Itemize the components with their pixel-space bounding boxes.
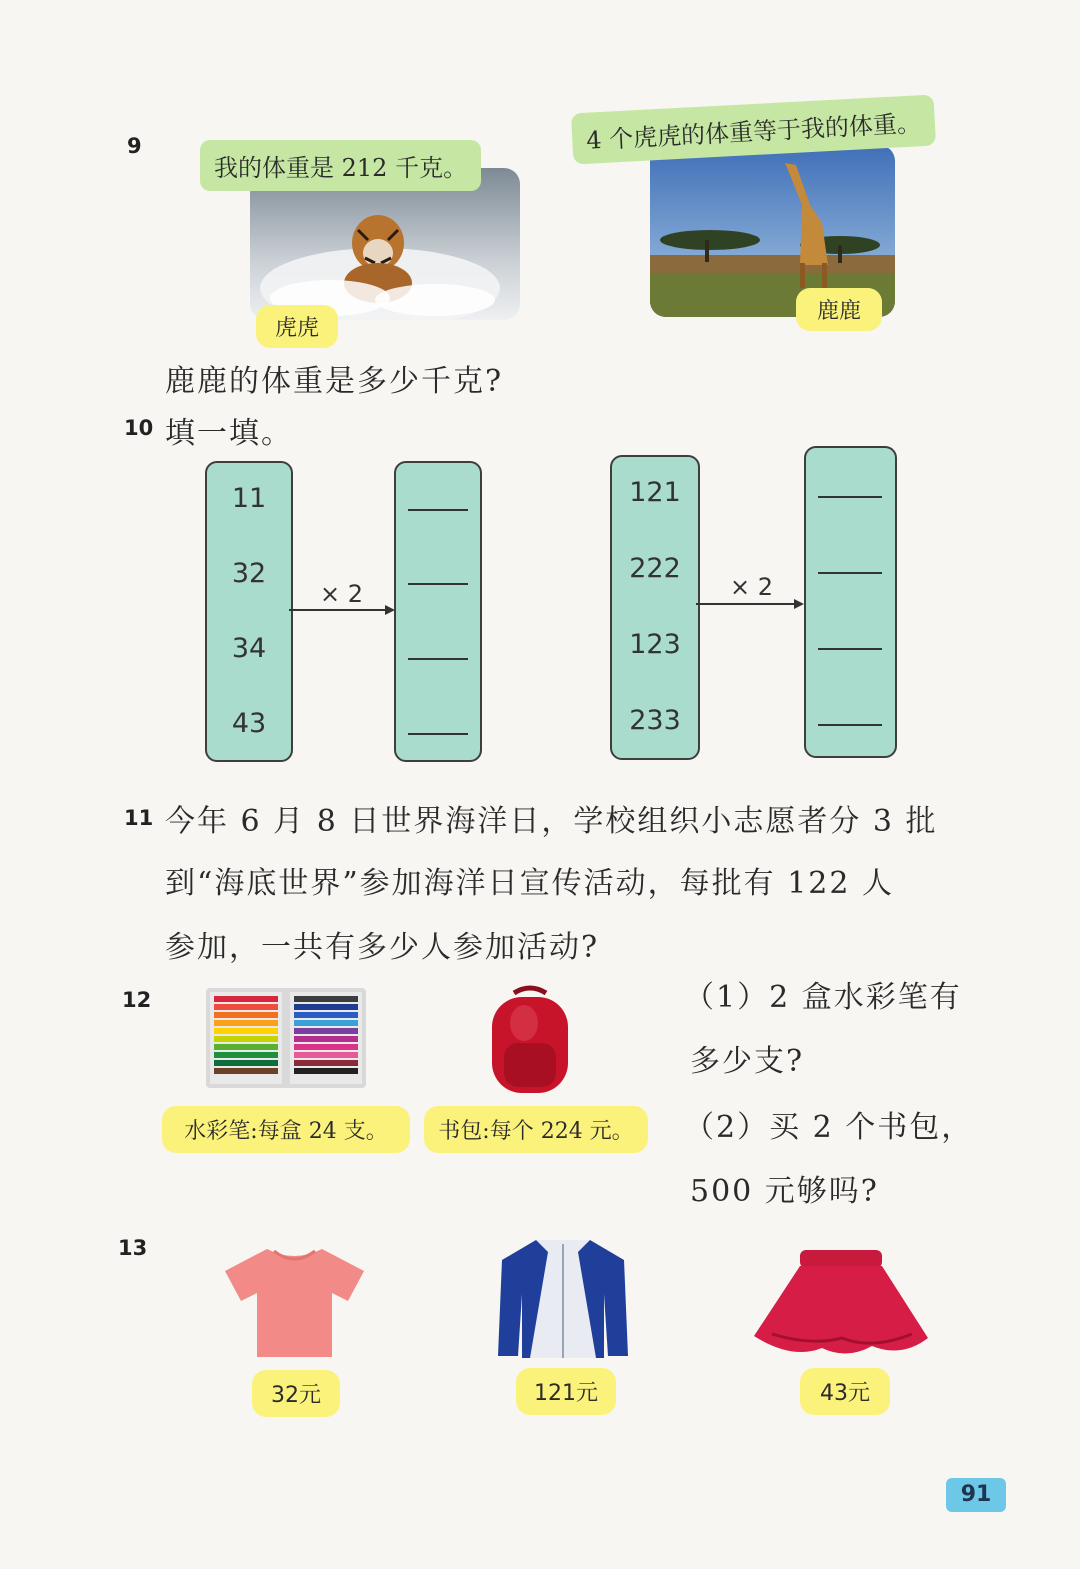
question-number-13: 13 [118, 1236, 148, 1260]
backpack-price-label: 书包:每个 224 元。 [424, 1106, 648, 1153]
skirt-image [752, 1246, 930, 1360]
answer-blank[interactable] [408, 658, 468, 660]
question-12-part1: （1）2 盒水彩笔有 [684, 980, 962, 1015]
tiger-speech-bubble: 我的体重是 212 千克。 [200, 140, 481, 191]
answer-blank[interactable] [818, 572, 882, 574]
watercolor-pens-image [206, 988, 366, 1088]
question-11-line: 今年 6 月 8 日世界海洋日，学校组织小志愿者分 3 批 [165, 804, 938, 839]
tshirt-image [222, 1245, 367, 1360]
right-operation-label: × 2 [730, 573, 774, 601]
right-input-column [610, 455, 700, 760]
answer-blank[interactable] [818, 648, 882, 650]
question-11-line: 参加，一共有多少人参加活动? [165, 930, 600, 965]
pens-price-label: 水彩笔:每盒 24 支。 [162, 1106, 410, 1153]
right-input-value: 123 [629, 629, 681, 660]
answer-blank[interactable] [408, 509, 468, 511]
answer-blank[interactable] [818, 724, 882, 726]
jacket-image [496, 1234, 630, 1360]
answer-blank[interactable] [408, 733, 468, 735]
backpack-image [484, 983, 576, 1095]
left-operation-label: × 2 [320, 580, 364, 608]
left-input-value: 43 [231, 708, 267, 739]
page-number: 91 [946, 1478, 1006, 1512]
question-12-part2: （2）买 2 个书包， [684, 1110, 974, 1145]
left-input-value: 34 [231, 633, 267, 664]
tiger-name-label: 虎虎 [256, 305, 338, 348]
left-answer-column [394, 461, 482, 762]
right-input-value: 222 [629, 553, 681, 584]
skirt-price-label: 43元 [800, 1368, 890, 1415]
answer-blank[interactable] [408, 583, 468, 585]
right-input-value: 233 [629, 705, 681, 736]
giraffe-speech-bubble: 4 个虎虎的体重等于我的体重。 [571, 95, 936, 165]
answer-blank[interactable] [818, 496, 882, 498]
tshirt-price-label: 32元 [252, 1370, 340, 1417]
question-number-11: 11 [124, 806, 154, 830]
left-input-value: 32 [231, 558, 267, 589]
right-input-value: 121 [629, 477, 681, 508]
question-11-line: 到“海底世界”参加海洋日宣传活动，每批有 122 人 [165, 866, 895, 901]
giraffe-name-label: 鹿鹿 [796, 288, 882, 331]
question-number-12: 12 [122, 988, 152, 1012]
question-10-title: 填一填。 [165, 416, 293, 451]
question-number-10: 10 [124, 416, 154, 440]
jacket-price-label: 121元 [516, 1368, 616, 1415]
right-answer-column [804, 446, 897, 758]
left-input-column [205, 461, 293, 762]
left-input-value: 11 [231, 483, 267, 514]
question-number-9: 9 [127, 134, 142, 158]
question-12-part2-cont: 500 元够吗? [690, 1174, 879, 1209]
question-12-part1-cont: 多少支? [690, 1044, 805, 1079]
question-9-text: 鹿鹿的体重是多少千克? [165, 364, 504, 399]
